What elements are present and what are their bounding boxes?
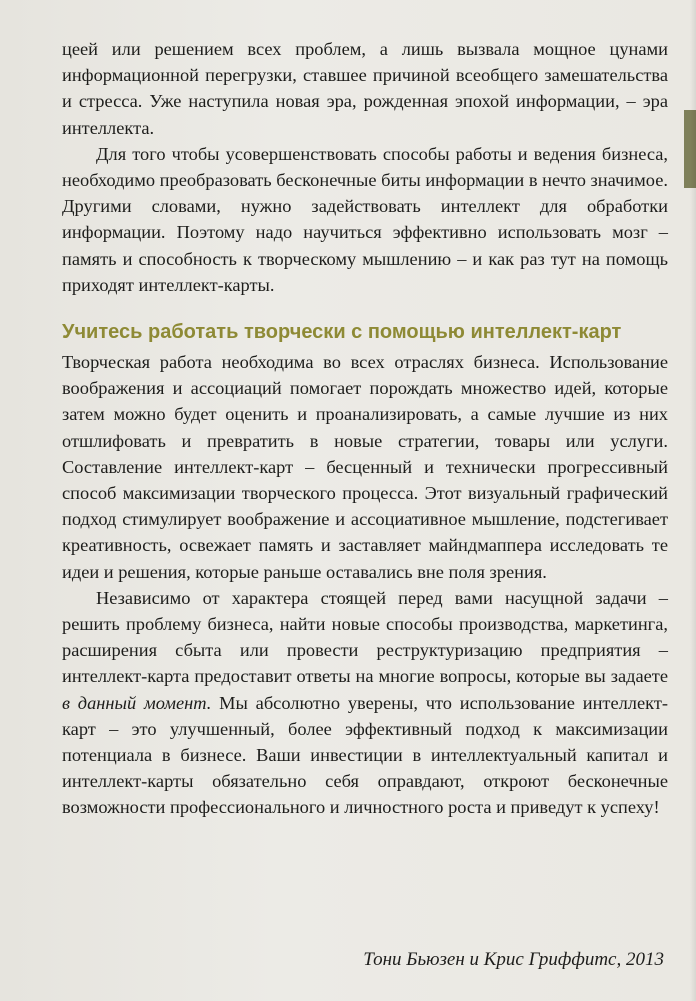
author-signature: Тони Бьюзен и Крис Гриффитс, 2013 xyxy=(363,949,664,970)
paragraph-2: Для того чтобы усовершенствовать способы работы и ведения бизнеса, необходимо преобразовать бесконечные биты информации в нечто значимое. Другими словами, нужно задействовать интеллект для обработки информации. Поэтому надо научиться эффективно использовать мозг – память и способность к творческому мышлению – и как раз тут на помощь приходят интеллект-карты. xyxy=(62,143,668,295)
paragraph-4-emphasis: в данный момент. xyxy=(62,692,212,713)
section-heading: Учитесь работать творчески с помощью интеллект-карт xyxy=(62,321,622,344)
paragraph-1: цеей или решением всех проблем, а лишь вызвала мощное цунами информационной перегрузки, ставшее причиной всеобщего замешательства и стресса. Уже наступила новая эра, рожденная эпохой информации, – эра интеллекта. xyxy=(62,39,668,138)
paragraph-4 xyxy=(62,585,668,821)
paragraph-4-part-1: Независимо от характера стоящей перед вами насущной задачи – решить проблему бизнеса, найти новые способы производства, маркетинга, расширения сбыта или провести реструктуризацию предприятия – интеллект-карта предоставит ответы на многие вопросы, которые вы задаете xyxy=(62,587,668,687)
paragraph-3: Творческая работа необходима во всех отраслях бизнеса. Использование воображения и ассоциаций помогает порождать множество идей, которые затем можно будет оценить и проанализировать, а самые лучшие из них отшлифовать и превратить в новые стратегии, товары или услуги. Составление интеллект-карт – бесценный и технически прогрессивный способ максимизации творческого процесса. Этот визуальный графический подход стимулирует воображение и ассоциативное мышление, подстегивает креативность, освежает память и заставляет майндмаппера исследовать те идеи и решения, которые раньше оставались вне поля зрения. xyxy=(62,352,668,582)
paragraph-4-part-2: Мы абсолютно уверены, что использование интеллект-карт – это улучшенный, более эффективный подход к максимизации потенциала в бизнесе. Ваши инвестиции в интеллектуальный капитал и интеллект-карты обязательно себя оправдают, откроют бесконечные возможности профессионального и личностного роста и приведут к успеху! xyxy=(62,692,668,818)
page-content xyxy=(62,36,668,821)
page-edge-shadow xyxy=(690,0,696,1001)
